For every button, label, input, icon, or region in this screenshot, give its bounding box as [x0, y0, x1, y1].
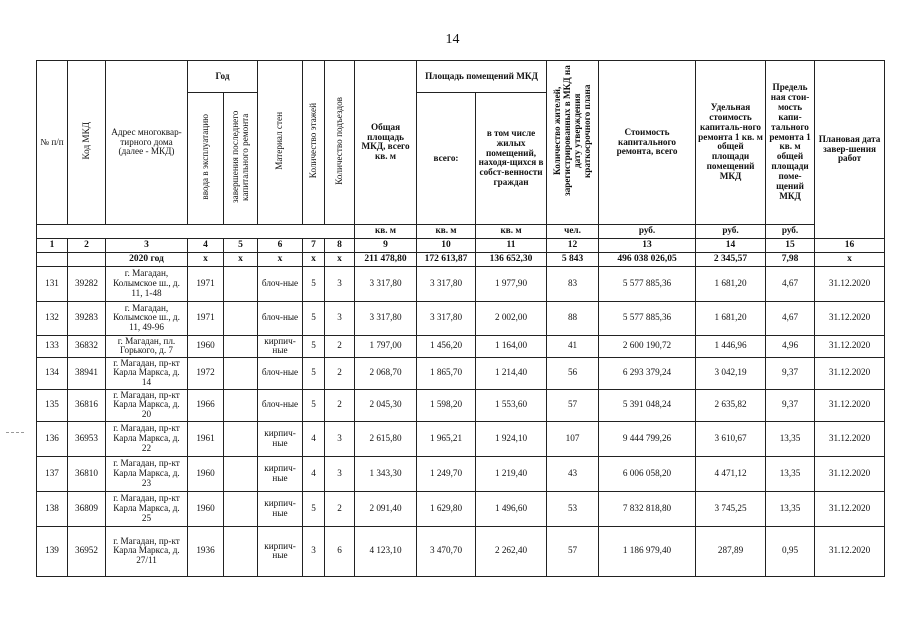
row-cost: 5 577 885,36	[599, 266, 696, 301]
row-residents: 41	[547, 335, 599, 357]
unit-cell: кв. м	[476, 224, 547, 238]
row-residents: 57	[547, 389, 599, 421]
row-date: 31.12.2020	[815, 357, 885, 389]
row-cost: 7 832 818,80	[599, 491, 696, 526]
row-area-all: 1 249,70	[417, 456, 476, 491]
row-area-owned: 1 164,00	[476, 335, 547, 357]
row-code: 36832	[68, 335, 106, 357]
row-number: 138	[37, 491, 68, 526]
row-wall-material: кирпич-ные	[258, 491, 303, 526]
row-code: 38941	[68, 357, 106, 389]
row-year-repair	[224, 389, 258, 421]
unit-cell: руб.	[599, 224, 696, 238]
row-limit-cost: 4,96	[766, 335, 815, 357]
column-number: 1	[37, 238, 68, 252]
unit-cell: кв. м	[417, 224, 476, 238]
row-year-repair	[224, 421, 258, 456]
row-area-all: 1 598,20	[417, 389, 476, 421]
table-row	[37, 421, 885, 456]
row-year-repair	[224, 526, 258, 576]
row-number: 134	[37, 357, 68, 389]
row-date: 31.12.2020	[815, 526, 885, 576]
row-residents: 57	[547, 526, 599, 576]
header-area-owned: в том числе жилых помещений, находя-щихся в собст-венности граждан	[476, 93, 547, 225]
row-floors: 4	[303, 421, 325, 456]
row-wall-material: блоч-ные	[258, 357, 303, 389]
row-date: 31.12.2020	[815, 335, 885, 357]
row-total-area: 2 045,30	[355, 389, 417, 421]
row-area-all: 3 317,80	[417, 301, 476, 335]
row-floors: 4	[303, 456, 325, 491]
row-entrances: 2	[325, 357, 355, 389]
row-area-owned: 1 553,60	[476, 389, 547, 421]
row-unit-cost: 1 681,20	[696, 266, 766, 301]
row-total-area: 4 123,10	[355, 526, 417, 576]
row-residents: 88	[547, 301, 599, 335]
row-floors: 5	[303, 266, 325, 301]
row-limit-cost: 9,37	[766, 389, 815, 421]
row-date: 31.12.2020	[815, 456, 885, 491]
row-entrances: 6	[325, 526, 355, 576]
header-year-repair: завершения последнего капитального ремонта	[224, 93, 258, 225]
table-row	[37, 357, 885, 389]
unit-cell: кв. м	[355, 224, 417, 238]
total-cost: 496 038 026,05	[599, 252, 696, 266]
header-residents: Количество жителей, зарегистрированных в МКД на дату утверждения краткосрочного плана	[547, 61, 599, 225]
total-entrances: x	[325, 252, 355, 266]
column-number: 2	[68, 238, 106, 252]
row-floors: 5	[303, 335, 325, 357]
row-entrances: 2	[325, 335, 355, 357]
row-wall-material: кирпич-ные	[258, 335, 303, 357]
row-cost: 6 006 058,20	[599, 456, 696, 491]
row-total-area: 3 317,80	[355, 266, 417, 301]
row-number: 135	[37, 389, 68, 421]
row-limit-cost: 4,67	[766, 301, 815, 335]
column-number: 11	[476, 238, 547, 252]
row-total-area: 1 343,30	[355, 456, 417, 491]
row-residents: 53	[547, 491, 599, 526]
total-material: x	[258, 252, 303, 266]
row-number: 136	[37, 421, 68, 456]
row-address: г. Магадан, пр-кт Карла Маркса, д. 22	[106, 421, 188, 456]
row-total-area: 1 797,00	[355, 335, 417, 357]
row-code: 36816	[68, 389, 106, 421]
row-cost: 5 391 048,24	[599, 389, 696, 421]
row-address: г. Магадан, Колымское ш., д. 11, 49-96	[106, 301, 188, 335]
header-area-all: всего:	[417, 93, 476, 225]
header-address: Адрес многоквар-тирного дома (далее - МКД)	[106, 61, 188, 225]
page-number: 14	[445, 32, 460, 47]
row-area-owned: 1 496,60	[476, 491, 547, 526]
column-number: 16	[815, 238, 885, 252]
header-limit-cost: Предель ная стои-мость капи-тального ремонта 1 кв. м общей площади поме-щений МКД	[766, 61, 815, 225]
row-floors: 3	[303, 526, 325, 576]
column-number: 6	[258, 238, 303, 252]
row-year-commission: 1971	[188, 301, 224, 335]
table-row	[37, 335, 885, 357]
table-row	[37, 389, 885, 421]
row-wall-material: блоч-ные	[258, 266, 303, 301]
row-unit-cost: 287,89	[696, 526, 766, 576]
row-number: 137	[37, 456, 68, 491]
header-code: Код МКД	[68, 61, 106, 225]
row-address: г. Магадан, Колымское ш., д. 11, 1-48	[106, 266, 188, 301]
total-row	[37, 252, 885, 266]
row-wall-material: блоч-ные	[258, 389, 303, 421]
total-year-commission: x	[188, 252, 224, 266]
row-code: 36810	[68, 456, 106, 491]
row-unit-cost: 2 635,82	[696, 389, 766, 421]
column-number: 10	[417, 238, 476, 252]
column-number: 8	[325, 238, 355, 252]
row-floors: 5	[303, 357, 325, 389]
row-address: г. Магадан, пр-кт Карла Маркса, д. 20	[106, 389, 188, 421]
row-area-all: 1 456,20	[417, 335, 476, 357]
row-floors: 5	[303, 301, 325, 335]
row-year-repair	[224, 456, 258, 491]
row-entrances: 2	[325, 389, 355, 421]
row-year-commission: 1971	[188, 266, 224, 301]
row-address: г. Магадан, пл. Горького, д. 7	[106, 335, 188, 357]
unit-cell: руб.	[696, 224, 766, 238]
row-limit-cost: 13,35	[766, 421, 815, 456]
row-date: 31.12.2020	[815, 301, 885, 335]
row-year-repair	[224, 357, 258, 389]
row-floors: 5	[303, 491, 325, 526]
header-wall-material: Материал стен	[258, 61, 303, 225]
row-area-all: 3 317,80	[417, 266, 476, 301]
row-unit-cost: 3 610,67	[696, 421, 766, 456]
row-total-area: 2 091,40	[355, 491, 417, 526]
row-code: 36953	[68, 421, 106, 456]
row-year-repair	[224, 266, 258, 301]
row-wall-material: кирпич-ные	[258, 526, 303, 576]
row-address: г. Магадан, пр-кт Карла Маркса, д. 25	[106, 491, 188, 526]
header-floors: Количество этажей	[303, 61, 325, 225]
data-rows	[37, 266, 885, 576]
row-code: 39282	[68, 266, 106, 301]
total-area-all: 172 613,87	[417, 252, 476, 266]
row-address: г. Магадан, пр-кт Карла Маркса, д. 14	[106, 357, 188, 389]
row-area-all: 1 965,21	[417, 421, 476, 456]
row-area-owned: 1 924,10	[476, 421, 547, 456]
column-number: 14	[696, 238, 766, 252]
row-address: г. Магадан, пр-кт Карла Маркса, д. 23	[106, 456, 188, 491]
row-entrances: 3	[325, 301, 355, 335]
header-num: № п/п	[37, 61, 68, 225]
row-year-commission: 1960	[188, 456, 224, 491]
row-area-owned: 1 977,90	[476, 266, 547, 301]
table-row	[37, 266, 885, 301]
row-number: 139	[37, 526, 68, 576]
row-date: 31.12.2020	[815, 421, 885, 456]
row-limit-cost: 9,37	[766, 357, 815, 389]
row-cost: 2 600 190,72	[599, 335, 696, 357]
row-total-area: 2 615,80	[355, 421, 417, 456]
row-cost: 9 444 799,26	[599, 421, 696, 456]
row-year-commission: 1961	[188, 421, 224, 456]
header-premises-group: Площадь помещений МКД	[417, 61, 547, 93]
row-wall-material: кирпич-ные	[258, 421, 303, 456]
table-row	[37, 491, 885, 526]
row-unit-cost: 1 681,20	[696, 301, 766, 335]
row-area-all: 1 865,70	[417, 357, 476, 389]
row-year-commission: 1960	[188, 335, 224, 357]
header-total-area: Общая площадь МКД, всего кв. м	[355, 61, 417, 225]
row-code: 36952	[68, 526, 106, 576]
header-year-commission: ввода в эксплуатацию	[188, 93, 224, 225]
row-code: 36809	[68, 491, 106, 526]
row-limit-cost: 0,95	[766, 526, 815, 576]
row-year-commission: 1960	[188, 491, 224, 526]
total-floors: x	[303, 252, 325, 266]
row-area-owned: 1 214,40	[476, 357, 547, 389]
row-entrances: 2	[325, 491, 355, 526]
row-code: 39283	[68, 301, 106, 335]
header-unit-cost: Удельная стоимость капиталь-ного ремонта 1 кв. м общей площади помещений МКД	[696, 61, 766, 225]
column-numbers-row	[37, 238, 885, 252]
row-residents: 83	[547, 266, 599, 301]
row-limit-cost: 13,35	[766, 491, 815, 526]
row-year-repair	[224, 301, 258, 335]
row-unit-cost: 3 745,25	[696, 491, 766, 526]
row-area-all: 1 629,80	[417, 491, 476, 526]
row-total-area: 2 068,70	[355, 357, 417, 389]
table-row	[37, 456, 885, 491]
row-total-area: 3 317,80	[355, 301, 417, 335]
unit-cell: чел.	[547, 224, 599, 238]
units-row	[37, 224, 885, 238]
row-area-owned: 2 262,40	[476, 526, 547, 576]
header-cost: Стоимость капитального ремонта, всего	[599, 61, 696, 225]
row-year-commission: 1972	[188, 357, 224, 389]
row-number: 133	[37, 335, 68, 357]
column-number: 5	[224, 238, 258, 252]
header-date: Плановая дата завер-шения работ	[815, 61, 885, 239]
row-area-owned: 1 219,40	[476, 456, 547, 491]
row-year-commission: 1966	[188, 389, 224, 421]
header-year-group: Год	[188, 61, 258, 93]
row-area-all: 3 470,70	[417, 526, 476, 576]
header-entrances: Количество подъездов	[325, 61, 355, 225]
row-address: г. Магадан, пр-кт Карла Маркса, д. 27/11	[106, 526, 188, 576]
row-number: 131	[37, 266, 68, 301]
row-cost: 5 577 885,36	[599, 301, 696, 335]
row-date: 31.12.2020	[815, 389, 885, 421]
column-number: 3	[106, 238, 188, 252]
row-entrances: 3	[325, 266, 355, 301]
row-unit-cost: 4 471,12	[696, 456, 766, 491]
table-row	[37, 301, 885, 335]
column-number: 12	[547, 238, 599, 252]
repair-plan-table	[36, 60, 885, 577]
row-cost: 6 293 379,24	[599, 357, 696, 389]
row-cost: 1 186 979,40	[599, 526, 696, 576]
margin-mark	[6, 432, 24, 433]
row-limit-cost: 13,35	[766, 456, 815, 491]
row-unit-cost: 3 042,19	[696, 357, 766, 389]
row-residents: 43	[547, 456, 599, 491]
row-limit-cost: 4,67	[766, 266, 815, 301]
column-number: 13	[599, 238, 696, 252]
total-year-repair: x	[224, 252, 258, 266]
table-row	[37, 526, 885, 576]
row-year-repair	[224, 335, 258, 357]
unit-cell: руб.	[766, 224, 815, 238]
row-residents: 107	[547, 421, 599, 456]
row-year-repair	[224, 491, 258, 526]
total-label: 2020 год	[106, 252, 188, 266]
total-area-owned: 136 652,30	[476, 252, 547, 266]
total-area: 211 478,80	[355, 252, 417, 266]
row-entrances: 3	[325, 456, 355, 491]
row-date: 31.12.2020	[815, 266, 885, 301]
total-date: x	[815, 252, 885, 266]
row-number: 132	[37, 301, 68, 335]
column-number: 15	[766, 238, 815, 252]
row-unit-cost: 1 446,96	[696, 335, 766, 357]
row-floors: 5	[303, 389, 325, 421]
row-entrances: 3	[325, 421, 355, 456]
column-number: 9	[355, 238, 417, 252]
total-unit-cost: 2 345,57	[696, 252, 766, 266]
row-area-owned: 2 002,00	[476, 301, 547, 335]
row-residents: 56	[547, 357, 599, 389]
total-limit-cost: 7,98	[766, 252, 815, 266]
header-row-1	[37, 61, 885, 93]
column-number: 4	[188, 238, 224, 252]
row-wall-material: блоч-ные	[258, 301, 303, 335]
total-residents: 5 843	[547, 252, 599, 266]
row-year-commission: 1936	[188, 526, 224, 576]
row-wall-material: кирпич-ные	[258, 456, 303, 491]
column-number: 7	[303, 238, 325, 252]
row-date: 31.12.2020	[815, 491, 885, 526]
